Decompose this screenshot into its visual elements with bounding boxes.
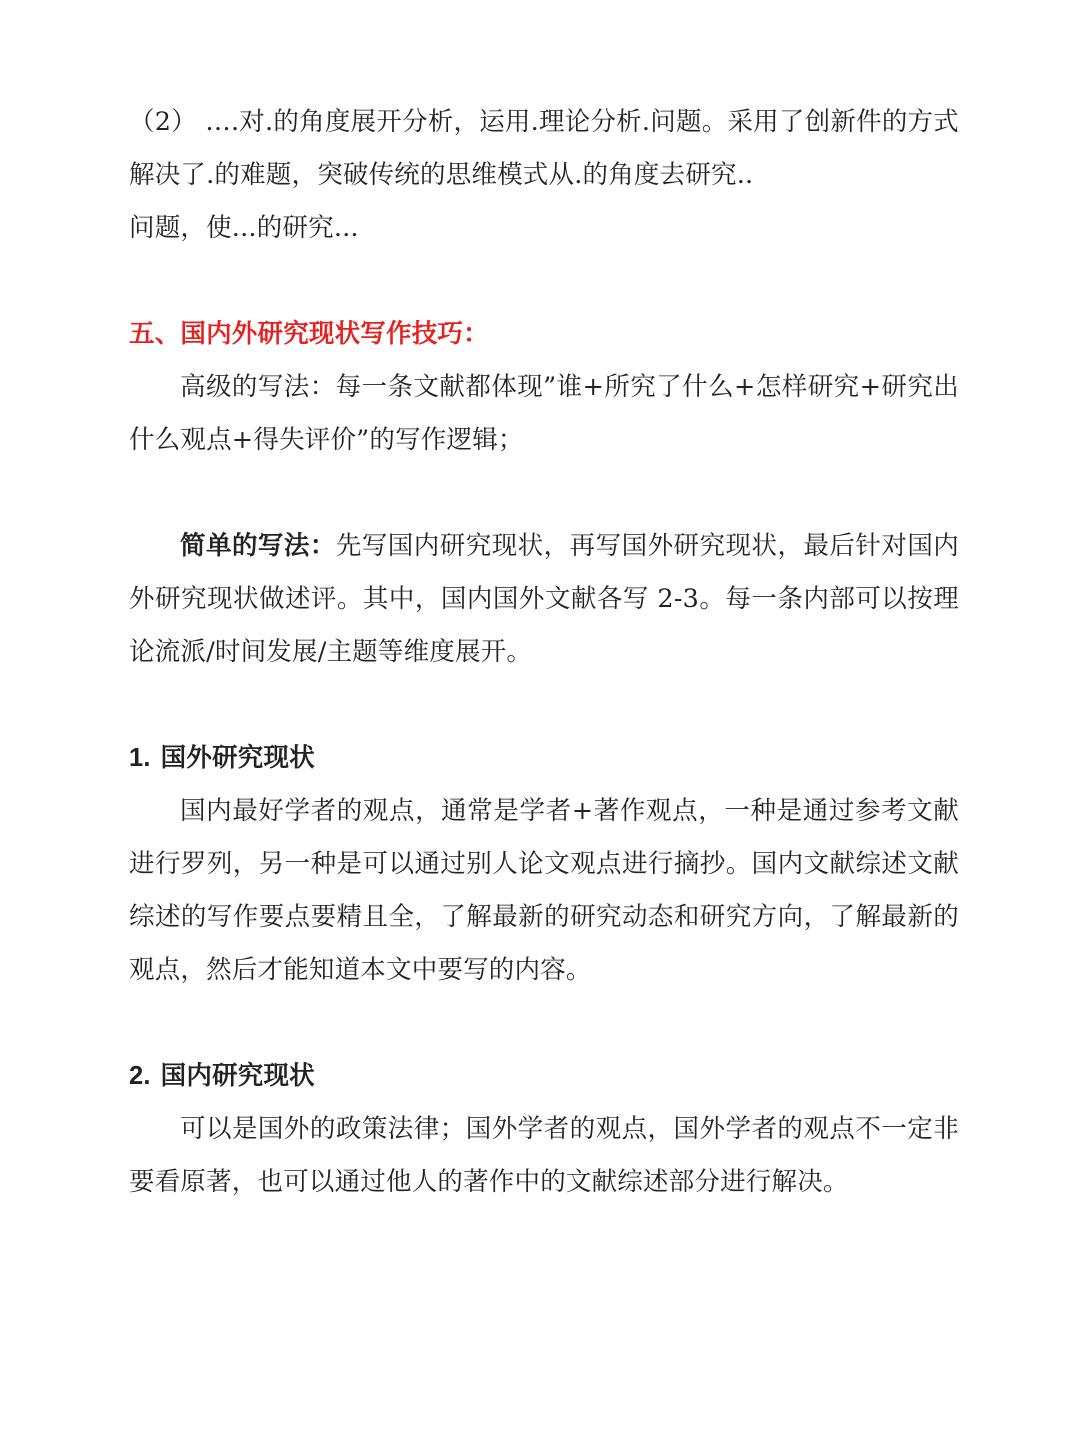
section-5-heading: 五、国内外研究现状写作技巧： [129,319,489,349]
subsection-1-number: 1. [129,744,151,772]
intro-paragraph [129,96,959,255]
advanced-method-paragraph: 高级的写法：每一条文献都体现”谁+所究了什么+怎样研究+研究出什么观点+得失评价”的写作逻辑； [129,372,959,455]
spacer [129,679,959,732]
simple-method-paragraph [129,520,959,679]
intro-line-1: （2） ….对.的角度展开分析，运用.理论分析.问题。采用了创新件的方式解决了.的难题，突破传统的思维模式从.的角度去研究.. [129,107,959,190]
spacer [129,997,959,1050]
subsection-1-title: 国外研究现状 [160,743,315,773]
simple-method-body: 先写国内研究现状，再写国外研究现状，最后针对国内外研究现状做述评。其中，国内国外文献各写 2-3。每一条内部可以按理论流派/时间发展/主题等维度展开。 [129,531,959,667]
spacer [129,467,959,520]
subsection-2-number: 2. [129,1062,151,1090]
document-page [129,96,959,1209]
subsection-1-heading [129,732,959,785]
subsection-1-body: 国内最好学者的观点，通常是学者+著作观点，一种是通过参考文献进行罗列，另一种是可以通过别人论文观点进行摘抄。国内文献综述文献综述的写作要点要精且全，了解最新的研究动态和研究方向，了解最新的观点，然后才能知道本文中要写的内容。 [129,796,959,985]
intro-line-2: 问题，使...的研究... [129,213,359,243]
subsection-2-title: 国内研究现状 [160,1061,315,1091]
subsection-2-heading [129,1050,959,1103]
subsection-2-body: 可以是国外的政策法律；国外学者的观点，国外学者的观点不一定非要看原著，也可以通过他人的著作中的文献综述部分进行解决。 [129,1114,959,1197]
simple-method-lead: 简单的写法： [180,531,336,561]
